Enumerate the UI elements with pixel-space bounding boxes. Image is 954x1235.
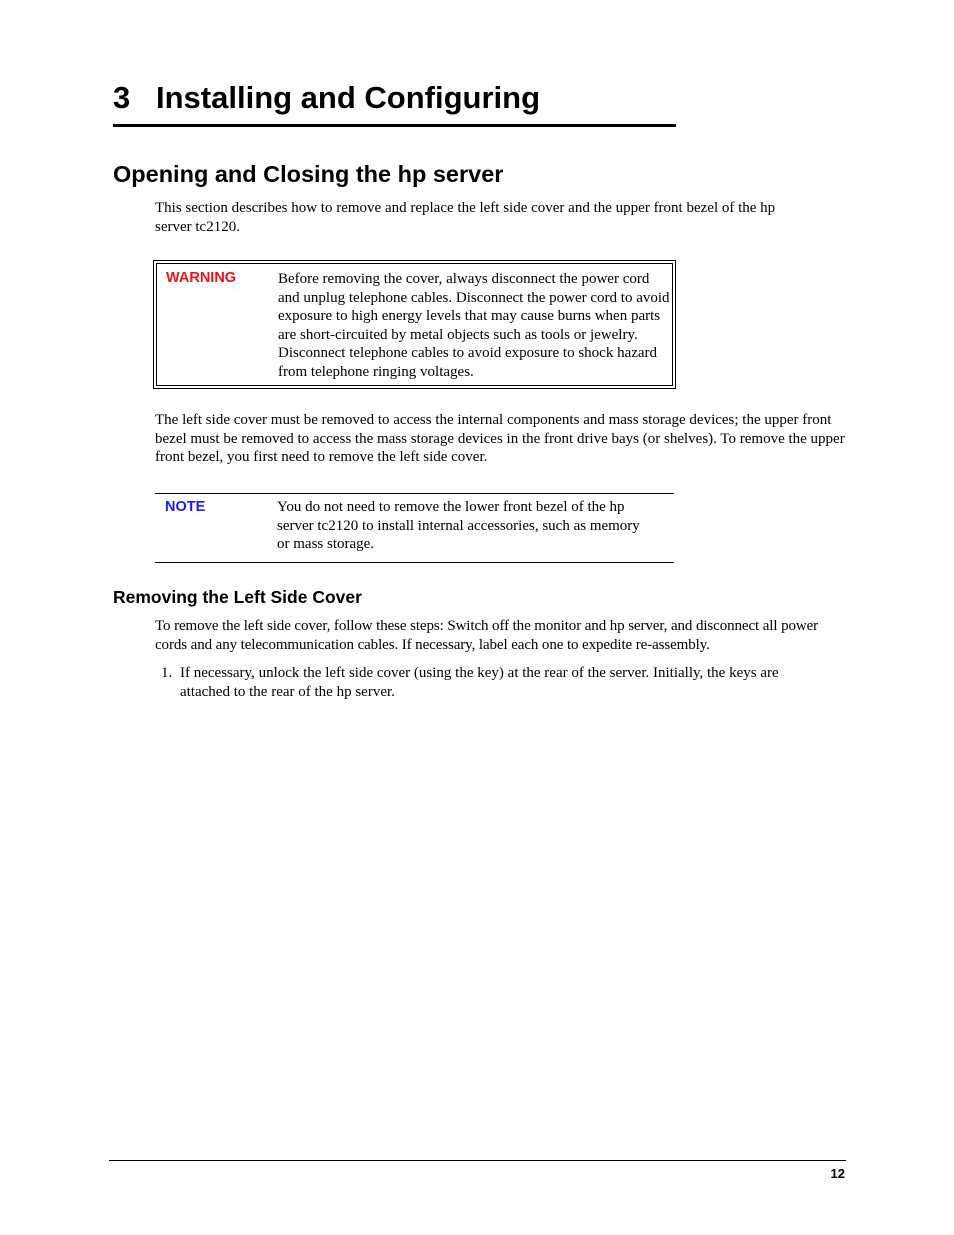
body-paragraph: The left side cover must be removed to access the internal components and mass storage devices; the upper front bezel must be removed to access the mass storage devices in the front drive bays (or shelves). To remove the upper front bezel, you first need to remove the left side cover.: [155, 412, 845, 466]
chapter-title-text: Installing and Configuring: [156, 80, 541, 115]
warning-box-inner: [156, 263, 673, 386]
footer-rule: [109, 1160, 846, 1161]
step-number: 1.: [161, 665, 173, 681]
warning-box: [153, 260, 676, 389]
chapter-number: 3: [113, 80, 131, 115]
step-text: If necessary, unlock the left side cover (using the key) at the rear of the server. Initially, the keys are attached to the rear of the hp server.: [180, 665, 779, 700]
chapter-title: [113, 78, 540, 118]
note-text: You do not need to remove the lower front bezel of the hp server tc2120 to install internal accessories, such as memory or mass storage.: [277, 499, 640, 553]
page-number: 12: [830, 1166, 845, 1181]
warning-label: WARNING: [166, 270, 237, 286]
note-label: NOTE: [165, 499, 206, 515]
section-title: Opening and Closing the hp server: [113, 161, 504, 187]
note-top-rule: [155, 493, 674, 494]
subsection-title: Removing the Left Side Cover: [113, 587, 362, 607]
section-intro: This section describes how to remove and replace the left side cover and the upper front bezel of the hp server tc2120.: [155, 200, 776, 235]
chapter-rule: [113, 124, 676, 127]
warning-text: Before removing the cover, always disconnect the power cord and unplug telephone cables. Disconnect the power cord to avoid exposure to high energy levels that may cause burns when parts are short-circuited by metal objects such as tools or jewelry. Disconnect telephone cables to avoid exposure to shock hazard from telephone ringing voltages.: [278, 271, 670, 380]
note-bottom-rule: [155, 562, 674, 563]
subsection-intro: To remove the left side cover, follow these steps: Switch off the monitor and hp server, and disconnect all power cords and any telecommunication cables. If necessary, label each one to expedite re-assembly.: [155, 618, 819, 653]
